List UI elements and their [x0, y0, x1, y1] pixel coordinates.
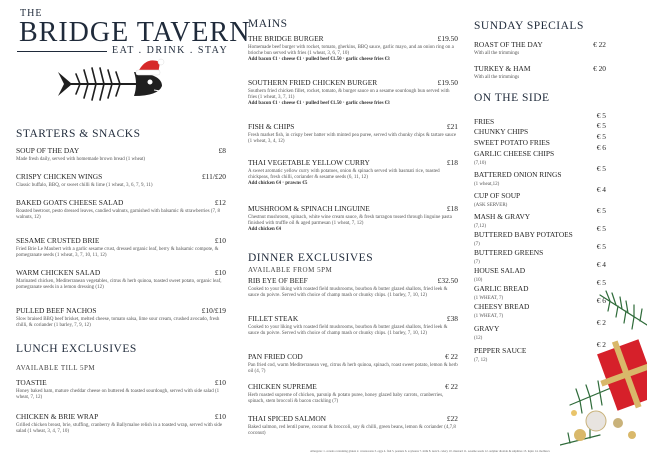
item-desc: Southern fried chicken fillet, rocket, tomato, & burger sauce on a sesame sourdough bun served with fries (1 wheat, 3, 7, 11) [248, 89, 450, 100]
menu-item [248, 314, 458, 337]
side-price: € 4 [596, 260, 606, 269]
item-desc: With all the trimmings [474, 75, 520, 80]
menu-item [248, 276, 458, 299]
item-desc: Fresh market fish, in crispy beer batter with minted pea puree, served with chunky chips & tartare sauce (1 wheat, 3, 4, 12) [248, 133, 457, 144]
item-price: £10 [214, 412, 226, 421]
item-desc: Herb roasted supreme of chicken, parsnip & potato puree, honey glazed baby carrots, cranberries, spinach, stem broccoli & bacon crackling (7) [248, 393, 444, 404]
side-note: (12) [474, 336, 483, 341]
item-price: £21 [446, 122, 458, 131]
item-price: £10 [214, 378, 226, 387]
side-name: CHUNKY CHIPS [474, 127, 529, 136]
side-name: FRIES [474, 117, 495, 126]
menu-item [16, 268, 226, 291]
item-desc: Honey baked ham, mature cheddar cheese on buttered & toasted sourdough, served with side salad (1 wheat, 7, 12) [16, 389, 220, 400]
side-price: € 5 [596, 206, 606, 215]
side-name: BATTERED ONION RINGS [474, 170, 562, 179]
side-price: € 5 [596, 132, 606, 141]
side-price: € 5 [596, 121, 606, 130]
item-extra: Add bacon €1 · cheese €1 · pulled beef €1.50 · garlic cheese fries €3 [248, 101, 390, 106]
item-desc: Slow braised BBQ beef brisket, melted cheese, tomato salsa, lime sour cream, crushed avocado, fresh chilli, & coriander (1 barley, 7, 9, 12) [16, 317, 220, 328]
item-name: FISH & CHIPS [248, 122, 295, 131]
side-note: (10) [474, 278, 483, 283]
side-note: (7,10) [474, 161, 487, 166]
side-price: € 2 [596, 318, 606, 327]
side-name: SWEET POTATO FRIES [474, 138, 550, 147]
item-name: MUSHROOM & SPINACH LINGUINE [248, 204, 370, 213]
side-note: (ASK SERVER) [474, 203, 508, 208]
item-name: CRISPY CHICKEN WINGS [16, 172, 103, 181]
menu-item [16, 412, 226, 435]
item-desc: Chestnut mushroom, spinach, white wine cream sauce, & fresh tarragon tossed through linguine pasta finished with truffle oil & aged parmesan (1 wheat, 7, 12) [248, 215, 452, 226]
item-price: £32.50 [437, 276, 458, 285]
menu-item [16, 198, 226, 221]
item-price: £11/£20 [202, 172, 226, 181]
item-name: SOUP OF THE DAY [16, 146, 80, 155]
item-name: CHICKEN SUPREME [248, 382, 317, 391]
side-note: (1 WHEAT, 7) [474, 296, 504, 301]
item-price: £12 [214, 198, 226, 207]
item-desc: Roasted beetroot, pesto dressed leaves, candied walnuts, garnished with balsamic & strawberries (7, 8 walnuts, 12) [16, 209, 220, 220]
item-name: THE BRIDGE BURGER [248, 34, 324, 43]
item-price: £18 [446, 204, 458, 213]
item-desc: Cooked to your liking with roasted field mushrooms, bourbon & butter glazed shallots, fried leek & sauce du poivre. Served with choice of champ mash or chunky chips. (1 barley, 7, 10, 12) [248, 287, 448, 298]
sunday-title: SUNDAY SPECIALS [474, 20, 584, 32]
menu-item [248, 158, 458, 187]
side-note: (1 WHEAT, 7) [474, 314, 504, 319]
menu-item [16, 236, 226, 259]
menu-item [16, 306, 226, 329]
side-price: € 5 [596, 242, 606, 251]
allergen-footer: Allergens: 1. cereals containing gluten 2. crustaceans 3. eggs 4. fish 5. peanuts 6. soybeans 7. milk 8. nuts 9. celery 10. mustard 11. sesame seeds 12. sulphur dioxide & sulphites 13. lupin 14. molluscs [310, 449, 550, 453]
side-price: € 2 [596, 340, 606, 349]
side-price: € 5 [596, 278, 606, 287]
item-desc: Homemade beef burger with rocket, tomato, gherkins, BBQ sauce, garlic mayo, and an onion ring on a brioche bun served with fries (1 wheat, 3, 6, 7, 10) [248, 45, 454, 56]
dinner-subtitle: AVAILABLE FROM 5PM [248, 266, 333, 274]
item-name: TURKEY & HAM [474, 64, 531, 73]
item-name: CHICKEN & BRIE WRAP [16, 412, 99, 421]
side-note: (7,12) [474, 224, 487, 229]
item-desc: A sweet aromatic yellow curry with potatoes, onion & spinach served with basmati rice, toasted chickpeas, fresh chilli, coriander & sesame seeds (6, 11, 12) [248, 169, 440, 180]
menu-item [16, 378, 226, 401]
menu-item [474, 64, 606, 81]
brand-tagline: EAT . DRINK . STAY [112, 45, 229, 56]
side-name: GARLIC BREAD [474, 284, 529, 293]
item-name: BAKED GOATS CHEESE SALAD [16, 198, 124, 207]
item-price: € 20 [593, 64, 606, 73]
item-price: £22 [446, 414, 458, 423]
side-name: CUP OF SOUP [474, 191, 521, 200]
item-desc: Fried Brie Le Maubert with a garlic sesame crust, dressed organic leaf, berry & balsamic compote, & pomegranate seeds (1 wheat, 3, 7, 10, 11, 12) [16, 247, 219, 258]
christmas-decoration [560, 285, 647, 457]
side-price: € 5 [596, 164, 606, 173]
item-extra: Add chicken €4 · prawns €5 [248, 181, 308, 186]
menu-item [248, 414, 458, 437]
item-price: £19.50 [437, 34, 458, 43]
lunch-title: LUNCH EXCLUSIVES [16, 343, 137, 355]
item-price: £38 [446, 314, 458, 323]
side-name: PEPPER SAUCE [474, 346, 527, 355]
item-price: € 22 [593, 40, 606, 49]
item-price: £19.50 [437, 78, 458, 87]
item-price: £10 [214, 268, 226, 277]
side-name: HOUSE SALAD [474, 266, 526, 275]
side-note: (7, 12) [474, 358, 488, 363]
item-price: £10/£19 [201, 306, 226, 315]
starters-title: STARTERS & SNACKS [16, 128, 141, 140]
item-desc: Cooked to your liking with roasted field mushrooms, bourbon & butter glazed shallots, fried leek & sauce du poivre. Served with choice of champ mash or chunky chips. (1 barley, 7, 10, 12) [248, 325, 448, 336]
dinner-title: DINNER EXCLUSIVES [248, 252, 374, 264]
side-note: (7) [474, 242, 480, 247]
item-desc: Grilled chicken breast, brie, stuffing, cranberry & Ballymaloe relish in a toasted wrap, served with side salad (1 wheat, 3, 4, 7, 10) [16, 423, 223, 434]
side-name: MASH & GRAVY [474, 212, 531, 221]
item-desc: Pan fried cod, warm Mediterranean veg, citrus & herb quinoa, spinach, roast sweet potato, lemon & herb oil (4, 7) [248, 363, 458, 374]
side-price: € 6 [596, 143, 606, 152]
menu-item [248, 34, 458, 63]
menu-item [248, 204, 458, 233]
item-desc: Marinated chicken, Mediterranean vegetables, citrus & herb quinoa, toasted sweet potato, organic leaf, pomegranate seeds in a lemon dressing (12) [16, 279, 222, 290]
side-note: (1 wheat,12) [474, 182, 500, 187]
menu-item [16, 172, 226, 189]
side-name: GRAVY [474, 324, 500, 333]
side-name: BUTTERED BABY POTATOES [474, 230, 573, 239]
item-desc: Baked salmon, red lentil puree, coconut & broccoli, soy & chilli, green beans, lemon & coriander (4,7,8 coconut) [248, 425, 456, 436]
side-note: (7) [474, 260, 480, 265]
item-extra: Add bacon €1 · cheese €1 · pulled beef €1.50 · garlic cheese fries €3 [248, 57, 390, 62]
side-price: € 4 [596, 185, 606, 194]
menu-item [474, 40, 606, 57]
brand-name: BRIDGE TAVERN [19, 17, 251, 48]
menu-item [16, 146, 226, 163]
item-name: FILLET STEAK [248, 314, 299, 323]
side-price: € 5 [596, 224, 606, 233]
item-price: € 22 [445, 352, 458, 361]
item-name: SOUTHERN FRIED CHICKEN BURGER [248, 78, 378, 87]
item-name: THAI SPICED SALMON [248, 414, 327, 423]
item-name: SESAME CRUSTED BRIE [16, 236, 100, 245]
item-price: £18 [446, 158, 458, 167]
menu-item [248, 352, 458, 375]
side-name: GARLIC CHEESE CHIPS [474, 149, 555, 158]
mains-title: MAINS [248, 18, 288, 30]
menu-item [248, 122, 458, 145]
item-extra: Add chicken €4 [248, 227, 282, 232]
menu-item [248, 78, 458, 107]
item-price: £8 [218, 146, 226, 155]
item-name: PULLED BEEF NACHOS [16, 306, 97, 315]
side-price: € 6 [596, 296, 606, 305]
menu-item [248, 382, 458, 405]
item-name: TOASTIE [16, 378, 47, 387]
fish-skeleton-logo [50, 52, 170, 112]
item-desc: With all the trimmings [474, 51, 520, 56]
brand-the: THE [20, 8, 43, 19]
side-title: ON THE SIDE [474, 92, 550, 104]
item-price: € 22 [445, 382, 458, 391]
item-name: PAN FRIED COD [248, 352, 303, 361]
side-name: BUTTERED GREENS [474, 248, 544, 257]
item-desc: Classic buffalo, BBQ, or sweet chilli & lime (1 wheat, 3, 6, 7, 9, 11) [16, 183, 153, 188]
item-name: RIB EYE OF BEEF [248, 276, 308, 285]
item-name: WARM CHICKEN SALAD [16, 268, 101, 277]
side-name: CHEESY BREAD [474, 302, 530, 311]
item-name: THAI VEGETABLE YELLOW CURRY [248, 158, 370, 167]
lunch-subtitle: AVAILABLE TILL 5PM [16, 364, 96, 372]
item-price: £10 [214, 236, 226, 245]
item-name: ROAST OF THE DAY [474, 40, 543, 49]
side-price: € 5 [596, 111, 606, 120]
item-desc: Made fresh daily, served with homemade brown bread (1 wheat) [16, 157, 146, 162]
